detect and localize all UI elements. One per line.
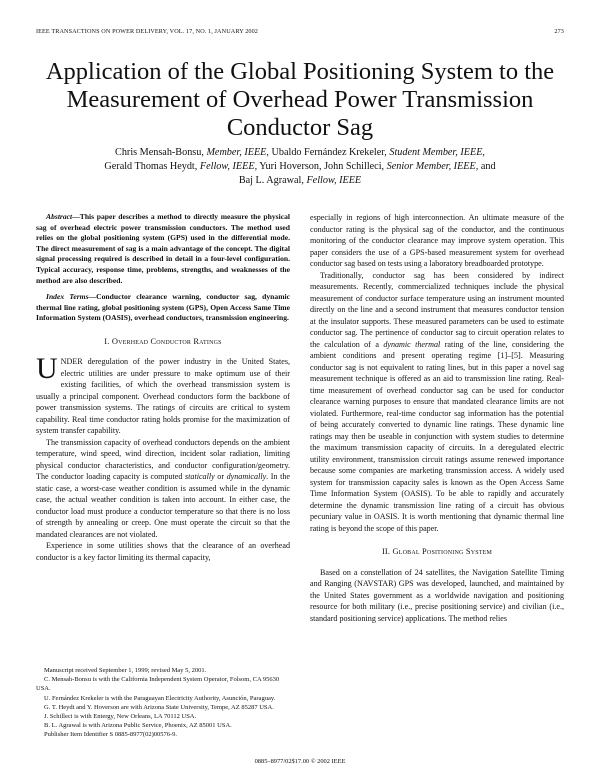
abstract-text: —This paper describes a method to directly measure the physical sag of overhead electric power transmission conductors. The method used relies on the global positioning system (GPS) used in the differential mode. The direct measurement of sag is a main advantage of the concept. The digital signal processing required is described in detail in a four-level configuration. Typical accuracy, response time, problems, strengths, and weaknesses of the method are also described.	[36, 212, 290, 285]
author-role: Fellow, IEEE,	[199, 161, 258, 172]
footnotes	[36, 666, 290, 740]
author-role: Member, IEEE,	[206, 147, 269, 158]
author-name: Ubaldo Fernández Krekeler,	[271, 147, 387, 158]
paragraph: Based on a constellation of 24 satellites, the Navigation Satellite Timing and Ranging (NAVSTAR) GPS was developed, launched, and maintained by the United States government as a worldwide navigation and positioning resource for both military (i.e., precise positioning service) and civilian (i.e., standard positioning service) applications. The method relies	[310, 567, 564, 623]
index-terms	[36, 292, 290, 324]
author-role: Senior Member, IEEE,	[386, 161, 479, 172]
paragraph-text: Traditionally, conductor sag has been considered by indirect measurements. Recently, commercialized techniques include the physical measurement of conductor surface temperature using an instrument mounted directly on the line and a second instrument that measures conductor tension at the insulator supports. These measured parameters can be used to estimate conductor sag. The pertinence of conductor sag to circuit operation relates to the calculation of a	[310, 270, 564, 349]
paragraph	[36, 437, 290, 541]
abstract	[36, 212, 290, 286]
footnote: G. T. Heydt and Y. Hoverson are with Arizona State University, Tempe, AZ 85287 USA.	[44, 703, 274, 711]
section-1-heading	[36, 336, 290, 348]
author-list	[40, 146, 560, 188]
footnote: Manuscript received September 1, 1999; revised May 5, 2001.	[44, 667, 207, 674]
footnote: Publisher Item Identifier S 0885-8977(02)00576-9.	[44, 731, 178, 739]
footnote: J. Schilleci is with Entergy, New Orleans, LA 70112 USA.	[44, 713, 197, 721]
index-terms-text: —Conductor clearance warning, conductor sag, dynamic thermal line rating, global positioning system (GPS), Open Access Same Time Information System (OASIS), overhead conductors, transmission engineering.	[36, 292, 290, 323]
lead-caps: NDER	[60, 357, 83, 367]
author-name: Yuri Hoverson, John Schilleci,	[259, 161, 385, 172]
emphasis: statically	[185, 472, 215, 482]
copyright-line: 0885–8977/02$17.00 © 2002 IEEE	[254, 758, 346, 765]
section-title: Global Positioning System	[392, 547, 493, 556]
section-number: II.	[381, 547, 391, 556]
paper-title: Application of the Global Positioning System to the Measurement of Overhead Power Transmission Conductor Sag	[45, 58, 555, 141]
section-number: I.	[104, 336, 110, 346]
paragraph	[36, 352, 290, 437]
page-number: 273	[554, 28, 564, 35]
footnote: B. L. Agrawal is with Arizona Public Service, Phoenix, AZ 85001 USA.	[44, 722, 232, 730]
abstract-lead: Abstract	[46, 212, 73, 221]
author-line-2	[40, 160, 560, 174]
section-2-heading	[310, 546, 564, 558]
paragraph: Experience in some utilities shows that the clearance of an overhead conductor is a key factor limiting its thermal capacity,	[36, 541, 290, 562]
emphasis: dynamic thermal	[383, 339, 441, 349]
footnote: C. Mensah-Bonsu is with the California Independent System Operator, Folsom, CA 95630 USA.	[36, 676, 280, 693]
right-column	[310, 212, 564, 624]
paragraph-text: deregulation of the power industry in the United States, electric utilities are under pressure to make optimum use of their existing facilities, of which the overhead transmission system is usually a principal component. Overhead conductors form the backbone of power transmission systems. The ratings of circuits are critical to system capability. Real time conductor rating holds promise for the maximization of system transfer capability.	[36, 357, 290, 436]
author-name: Baj L. Agrawal,	[238, 175, 304, 186]
paragraph-text: or	[214, 472, 227, 482]
drop-cap: U	[36, 352, 58, 386]
left-column	[36, 212, 290, 563]
author-line-3	[40, 174, 560, 188]
emphasis: dynamically	[226, 472, 267, 482]
running-head	[36, 28, 564, 35]
author-role: Fellow, IEEE	[306, 175, 362, 186]
author-line-1	[40, 146, 560, 160]
paragraph-text: rating of the line, considering the ambient conditions and present operating regime [1]–[5]. Measuring conductor sag is not equivalent to rating lines, but in this paper a novel sag measurement technique is offered as an aid to transmission line rating. Real-time measurement of overhead conductor sag can be used for conductor clearance warning purposes to ensure that mandated clearance limits are not violated. Furthermore, real-time conductor sag information has the potential of being accurately converted to dynamic line ratings. These dynamic line ratings may then be useable in conjunction with system studies to determine the maximum transmission capacity of circuits. In a deregulated electric utility environment, transmission circuit ratings assume renewed importance because some companies are marketing transmission access. A widely used system for transmission capacity sales is known as the Open Access Same Time Information System (OASIS). To be able to rapidly and accurately determine the dynamic transmission line rating of a circuit has obvious pecuniary value in OASIS. It is worth mentioning that dynamic thermal line rating is beyond the scope of this paper.	[310, 339, 564, 533]
index-terms-lead: Index Terms	[46, 292, 89, 302]
author-name: Chris Mensah-Bonsu,	[115, 147, 204, 158]
author-name: Gerald Thomas Heydt,	[104, 161, 198, 172]
journal-info: IEEE TRANSACTIONS ON POWER DELIVERY, VOL. 17, NO. 1, JANUARY 2002	[36, 28, 258, 35]
paragraph	[310, 270, 564, 535]
author-role: Student Member, IEEE,	[389, 147, 485, 158]
footnote: U. Fernández Krekeler is with the Paraguayan Electricity Authority, Asunción, Paraguay.	[44, 694, 276, 702]
author-conjunction: and	[480, 161, 496, 172]
paragraph-text: The transmission capacity of overhead conductors depends on the ambient temperature, wind speed, wind direction, incident solar radiation, limiting physical conductor characteristics, and conductor configuration/geometry. The conductor loading capacity is computed	[36, 437, 290, 482]
section-title: Overhead Conductor Ratings	[111, 336, 222, 346]
paragraph-text: . In the static case, a worst-case weather condition is assumed while in the dynamic case, the actual weather condition is taken into account. In either case, the conductor load must produce a conductor temperature so that there is no loss of strength by annealing or creep. One must operate the circuit so that the mandated clearances are not violated.	[36, 472, 290, 539]
paragraph: especially in regions of high interconnection. An ultimate measure of the conductor rating is the physical sag of the conductor, and the continuous monitoring of the conductor clearance may improve system operation. This paper considers the use of a GPS-based measurement system for overhead conductor sag based on tests using a laboratory breadboarded prototype.	[310, 213, 564, 268]
